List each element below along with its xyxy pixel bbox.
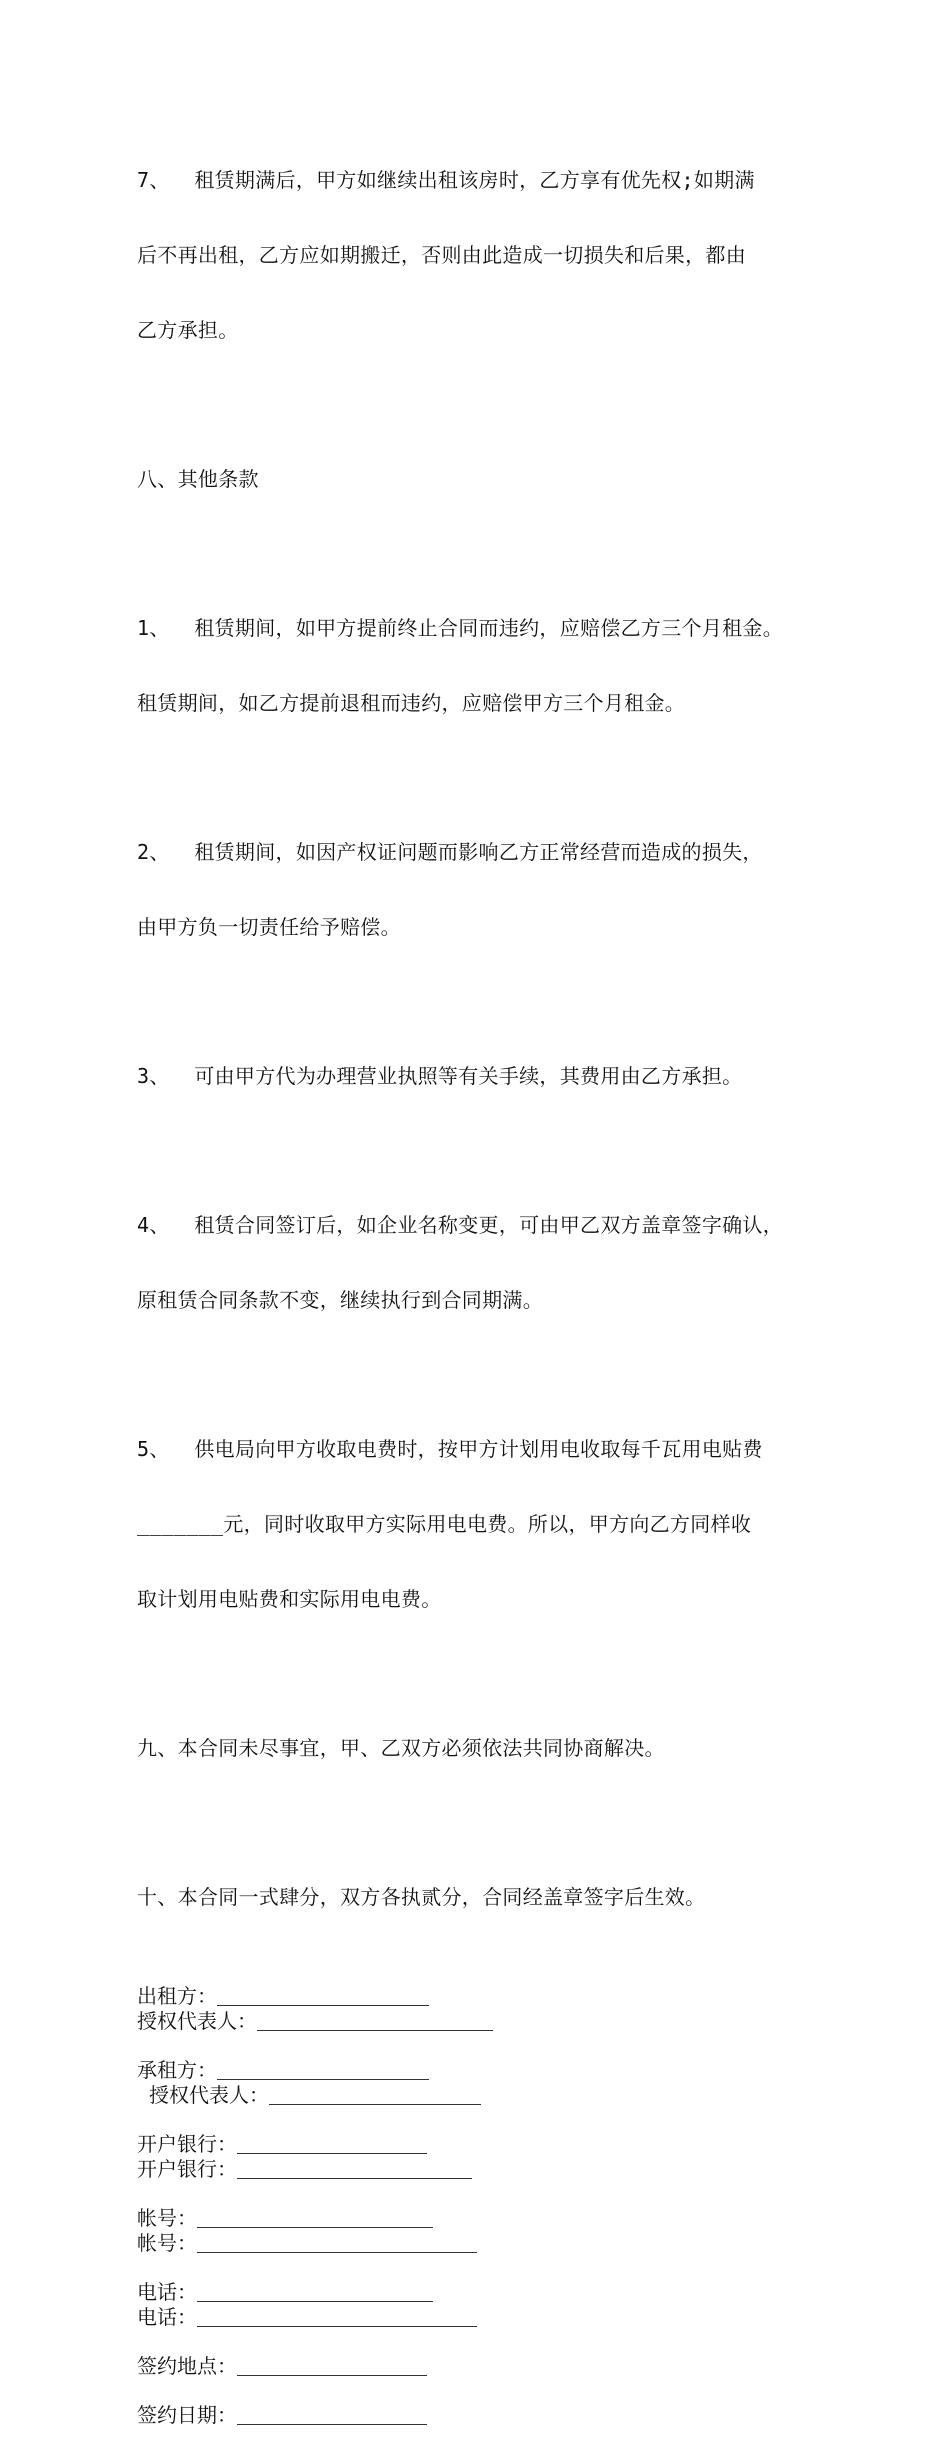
date-line — [137, 2403, 837, 2428]
place-blank[interactable] — [237, 2357, 427, 2376]
lessee-rep-line — [137, 2083, 837, 2108]
other-clause-5-line-3: 取计划用电贴费和实际用电电费。 — [137, 1587, 442, 1611]
bank-a-label: 开户银行： — [137, 2132, 237, 2156]
clause-7-line-3: 乙方承担。 — [137, 318, 239, 342]
clause-7-line-1: 7、 租赁期满后，甲方如继续出租该房时，乙方享有优先权;如期满 — [137, 168, 755, 192]
contract-body — [137, 118, 837, 2452]
lessor-rep-line — [137, 2009, 837, 2034]
account-b-label: 帐号： — [137, 2231, 197, 2255]
other-clause-5-line-2: _______元，同时收取甲方实际用电电费。所以，甲方向乙方同样收 — [137, 1512, 752, 1536]
account-a-label: 帐号： — [137, 2206, 197, 2230]
date-blank[interactable] — [237, 2406, 427, 2425]
other-clause-1-line-1: 1、 租赁期间，如甲方提前终止合同而违约，应赔偿乙方三个月租金。 — [137, 616, 784, 640]
other-clause-4-line-1: 4、 租赁合同签订后，如企业名称变更，可由甲乙双方盖章签字确认， — [137, 1213, 784, 1237]
account-b-line — [137, 2231, 837, 2256]
date-label: 签约日期： — [137, 2403, 237, 2427]
bank-a-line — [137, 2132, 837, 2157]
signing-place — [137, 2354, 837, 2379]
other-clause-4-line-2: 原租赁合同条款不变，继续执行到合同期满。 — [137, 1288, 543, 1312]
lessor-rep-blank[interactable] — [257, 2012, 493, 2031]
phone-b-blank[interactable] — [197, 2308, 477, 2327]
other-clause-2-line-1: 2、 租赁期间，如因产权证问题而影响乙方正常经营而造成的损失， — [137, 840, 763, 864]
account-a-blank[interactable] — [197, 2209, 433, 2228]
account-b-blank[interactable] — [197, 2234, 477, 2253]
lessor-label: 出租方： — [137, 1984, 217, 2008]
other-clause-3-line-1: 3、 可由甲方代为办理营业执照等有关手续，其费用由乙方承担。 — [137, 1064, 743, 1088]
lessee-names — [137, 2058, 837, 2108]
section-9-text: 九、本合同未尽事宜，甲、乙双方必须依法共同协商解决。 — [137, 1736, 665, 1760]
bank-info — [137, 2132, 837, 2182]
phone-a-line — [137, 2280, 837, 2305]
lessor-line — [137, 1984, 837, 2009]
phone-info — [137, 2280, 837, 2330]
phone-a-blank[interactable] — [197, 2283, 433, 2302]
lessee-label: 承租方： — [137, 2058, 217, 2082]
account-a-line — [137, 2206, 837, 2231]
section-9 — [137, 1686, 837, 1811]
other-clause-1-line-2: 租赁期间，如乙方提前退租而违约，应赔偿甲方三个月租金。 — [137, 691, 686, 715]
bank-b-label: 开户银行： — [137, 2157, 237, 2181]
party-names — [137, 1984, 837, 2034]
section-10 — [137, 1835, 837, 1960]
other-clause-3 — [137, 1014, 837, 1139]
clause-7 — [137, 118, 837, 393]
bank-b-line — [137, 2157, 837, 2182]
lessee-line — [137, 2058, 837, 2083]
bank-a-blank[interactable] — [237, 2135, 427, 2154]
phone-b-label: 电话： — [137, 2305, 197, 2329]
lessor-blank[interactable] — [217, 1987, 429, 2006]
lessee-rep-label: 授权代表人： — [149, 2083, 269, 2107]
lessee-rep-blank[interactable] — [269, 2086, 481, 2105]
other-clause-5-line-1: 5、 供电局向甲方收取电费时，按甲方计划用电收取每千瓦用电贴费 — [137, 1437, 763, 1461]
other-clause-5 — [137, 1387, 837, 1662]
other-clause-1 — [137, 566, 837, 766]
other-clause-2 — [137, 790, 837, 990]
phone-a-label: 电话： — [137, 2280, 197, 2304]
other-clause-2-line-2: 由甲方负一切责任给予赔偿。 — [137, 915, 401, 939]
account-info — [137, 2206, 837, 2256]
section-10-text: 十、本合同一式肆分，双方各执贰分，合同经盖章签字后生效。 — [137, 1885, 706, 1909]
section-8-heading — [137, 417, 837, 542]
lessee-blank[interactable] — [217, 2061, 429, 2080]
place-label: 签约地点： — [137, 2354, 237, 2378]
bank-b-blank[interactable] — [237, 2160, 472, 2179]
clause-7-line-2: 后不再出租，乙方应如期搬迁，否则由此造成一切损失和后果，都由 — [137, 243, 746, 267]
phone-b-line — [137, 2305, 837, 2330]
section-8-title: 八、其他条款 — [137, 467, 259, 491]
place-line — [137, 2354, 837, 2379]
other-clause-4 — [137, 1163, 837, 1363]
signing-date — [137, 2403, 837, 2428]
lessor-rep-label: 授权代表人： — [137, 2009, 257, 2033]
